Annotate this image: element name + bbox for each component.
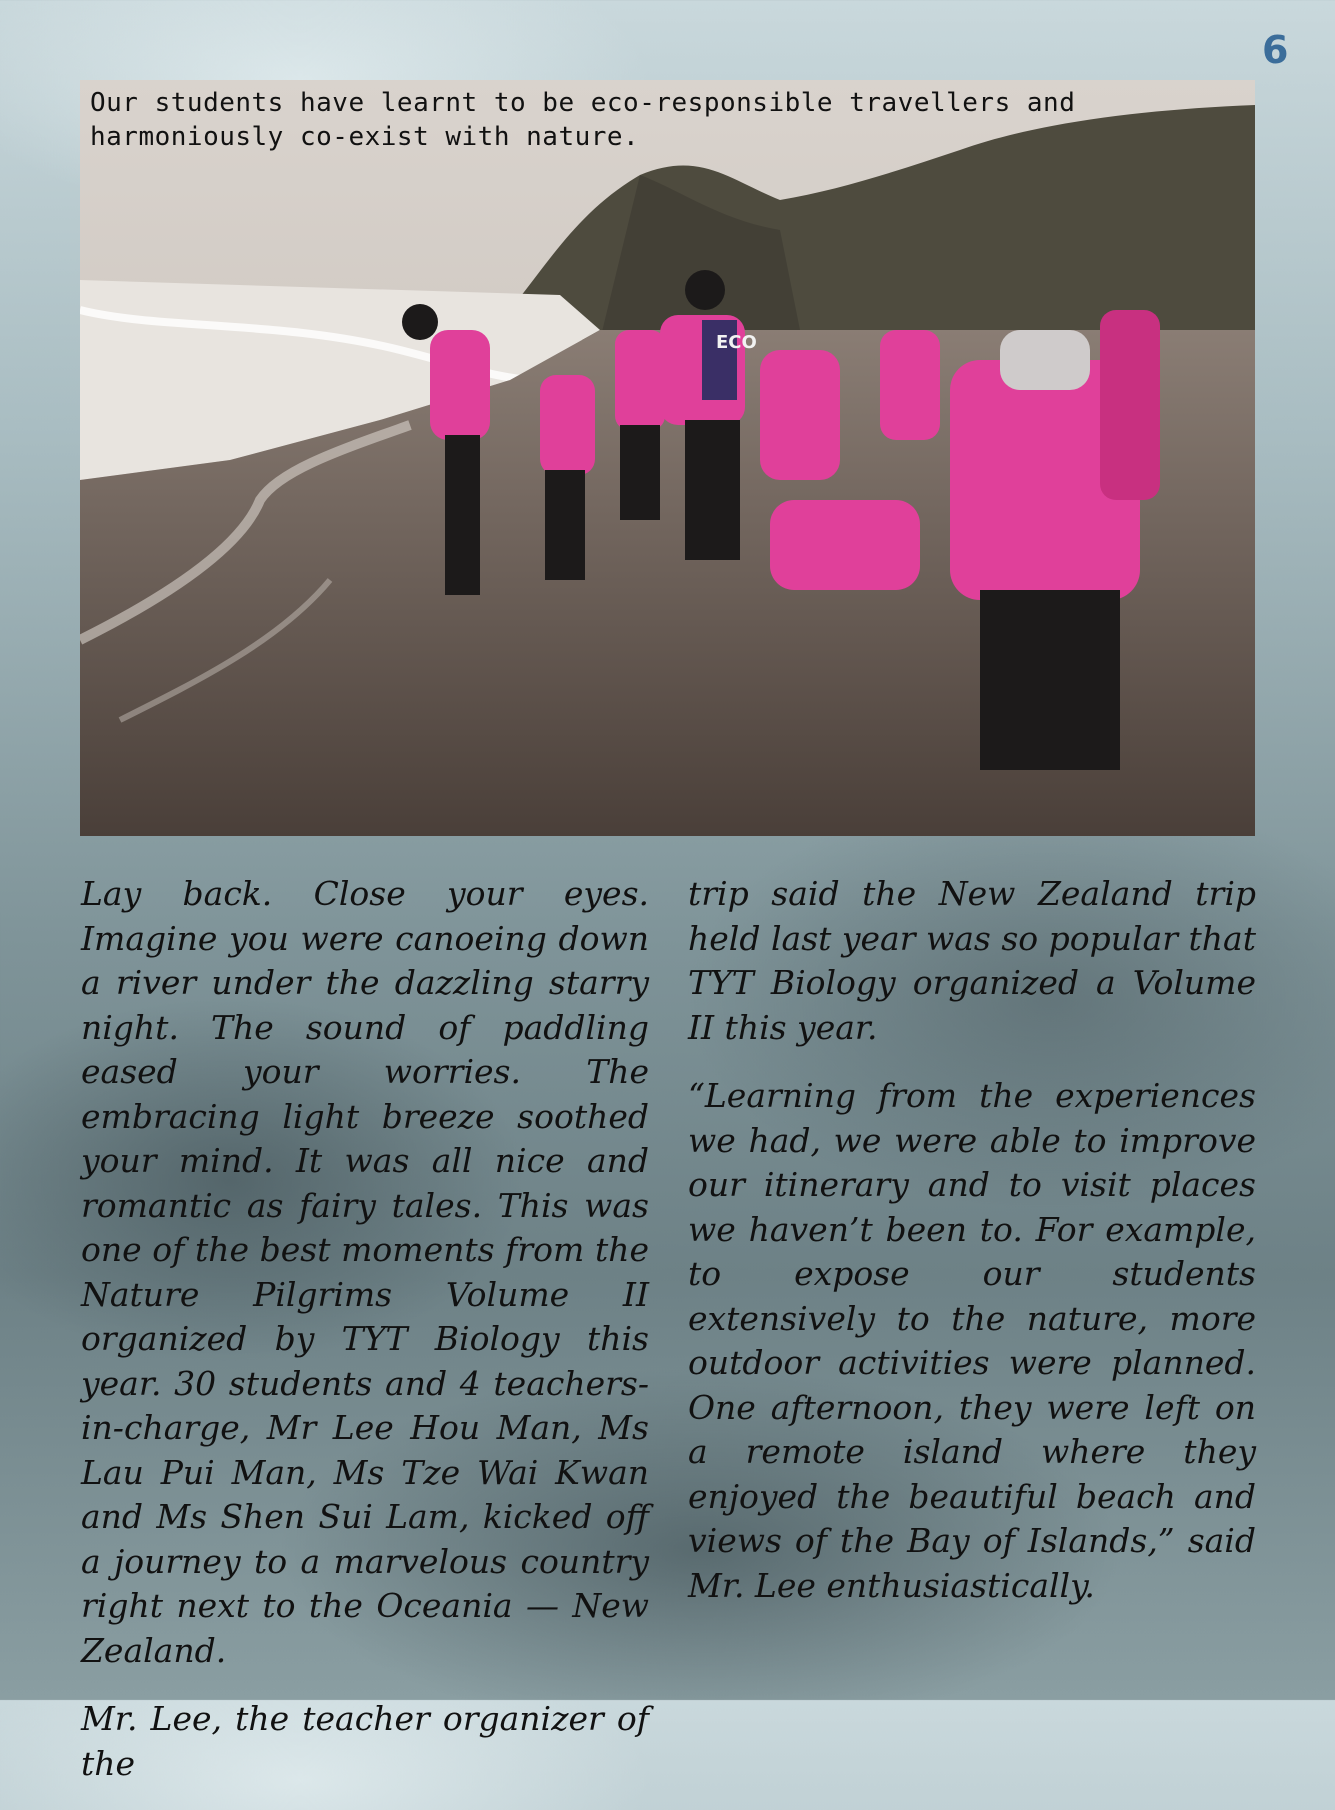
- page-number: 6: [1262, 28, 1289, 72]
- article-paragraph: Lay back. Close your eyes. Imagine you were canoeing down a river under the dazzling starry night. The sound of paddling eased your worries. The embracing light breeze soothed your mind. It was all nice and romantic as fairy tales. This was one of the best moments from the Nature Pilgrims Volume II organized by TYT Biology this year. 30 students and 4 teachers-in-charge, Mr Lee Hou Man, Ms Lau Pui Man, Ms Tze Wai Kwan and Ms Shen Sui Lam, kicked off a journey to a marvelous country right next to the Oceania — New Zealand.: [81, 874, 649, 1670]
- beach-scene-illustration: [80, 80, 1255, 836]
- shirt-eco-text: ECO: [716, 332, 757, 353]
- beach-photo: [80, 80, 1255, 836]
- article-column-right: [688, 872, 1256, 1632]
- photo-caption: Our students have learnt to be eco-responsible travellers and harmoniously co-exist with nature.: [90, 88, 1076, 152]
- article-paragraph: Mr. Lee, the teacher organizer of the: [81, 1699, 649, 1783]
- article-paragraph: trip said the New Zealand trip held last year was so popular that TYT Biology organized a Volume II this year.: [688, 874, 1256, 1047]
- article-column-left: [81, 872, 649, 1810]
- article-paragraph: “Learning from the experiences we had, we were able to improve our itinerary and to visit places we haven’t been to. For example, to expose our students extensively to the nature, more outdoor activities were planned. One afternoon, they were left on a remote island where they enjoyed the beautiful beach and views of the Bay of Islands,” said Mr. Lee enthusiastically.: [688, 1076, 1256, 1605]
